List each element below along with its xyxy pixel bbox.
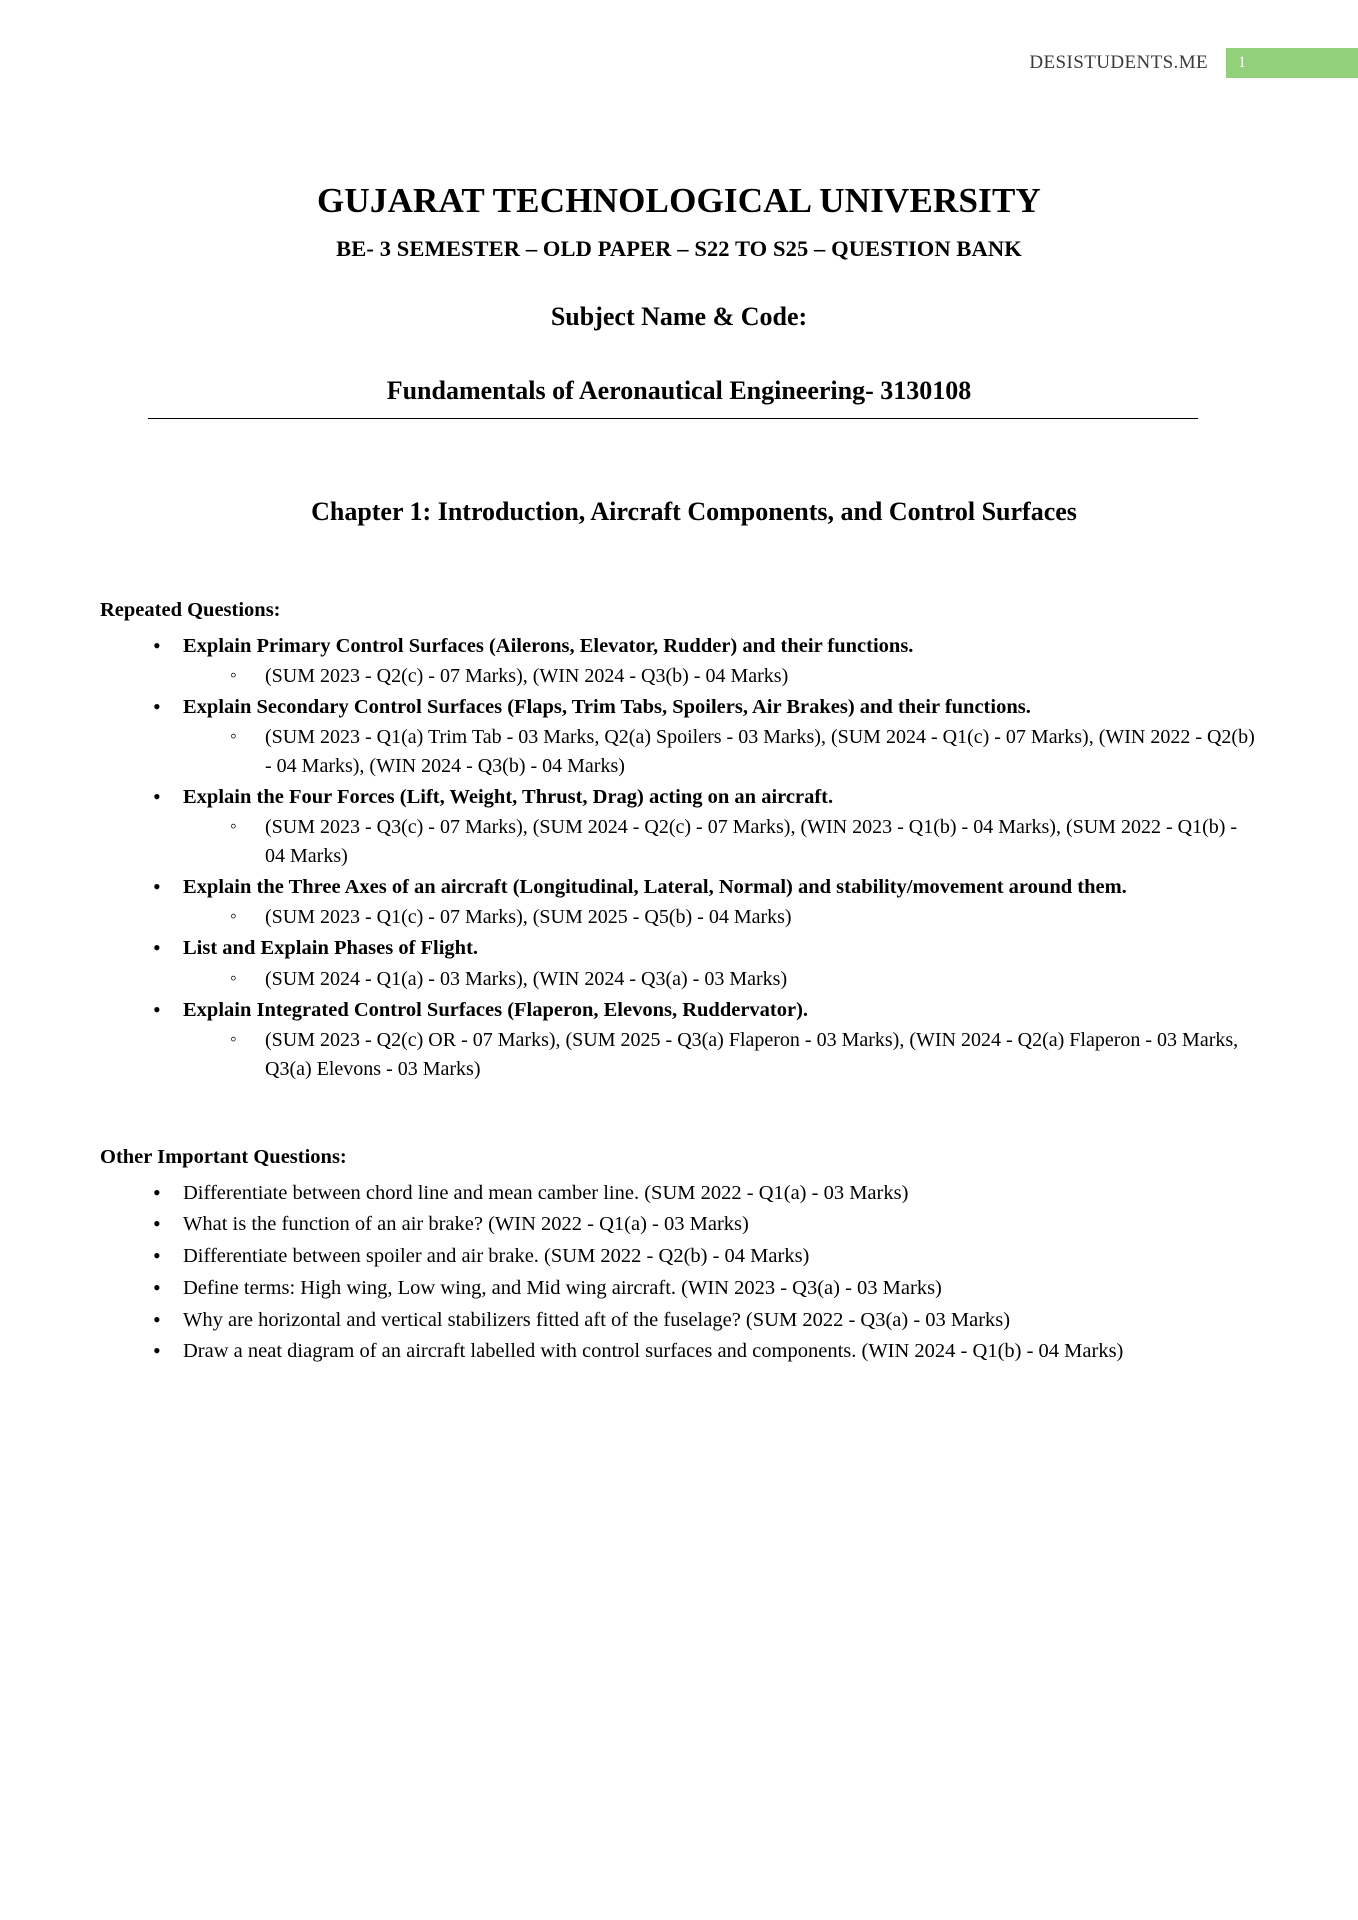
reference-text: ◦ (SUM 2023 - Q2(c) - 07 Marks), (WIN 2024 - Q3(b) - 04 Marks) [265,665,789,688]
question-text: • Why are horizontal and vertical stabilizers fitted aft of the fuselage? (SUM 2022 - Q3(a) - 03 Marks) [183,1308,1011,1331]
paper-subtitle: BE- 3 SEMESTER – OLD PAPER – S22 TO S25 – QUESTION BANK [336,236,1022,261]
subject-name: Fundamentals of Aeronautical Engineering- 3130108 [386,376,972,405]
list-item [100,1306,1258,1336]
list-item [100,873,1258,932]
list-item [100,1179,1258,1209]
reference-list [183,903,1258,932]
list-item [100,783,1258,871]
subject-label: Subject Name & Code: [550,302,808,331]
repeated-questions-label: Repeated Questions: [100,599,281,621]
question-text: • Differentiate between chord line and mean camber line. (SUM 2022 - Q1(a) - 03 Marks) [183,1181,909,1204]
list-item [100,934,1258,993]
page-number-badge: 1 [1226,48,1358,78]
list-item [100,1242,1258,1272]
question-text: • Differentiate between spoiler and air brake. (SUM 2022 - Q2(b) - 04 Marks) [183,1245,810,1268]
chapter-heading: Chapter 1: Introduction, Aircraft Components, and Control Surfaces [311,497,1077,526]
list-item [100,693,1258,781]
reference-list [183,813,1258,871]
question-text: • Draw a neat diagram of an aircraft labelled with control surfaces and components. (WIN 2024 - Q1(b) - 04 Marks) [183,1340,1124,1363]
reference-text: ◦ (SUM 2023 - Q1(a) Trim Tab - 03 Marks, Q2(a) Spoilers - 03 Marks), (SUM 2024 - Q1(c) - 07 Marks), (WIN 2022 - Q2(b) - 04 Marks), (WIN 2024 - Q3(b) - 04 Marks) [265,726,1255,778]
reference-list [183,965,1258,994]
repeated-questions-list [100,632,1258,1084]
question-text: • Explain the Four Forces (Lift, Weight, Thrust, Drag) acting on an aircraft. [183,786,834,809]
list-item [100,632,1258,691]
list-item [100,996,1258,1084]
list-item [183,662,1258,691]
reference-list [183,1026,1258,1084]
list-item [183,813,1258,871]
list-item [100,1337,1258,1367]
question-text: • Explain Primary Control Surfaces (Ailerons, Elevator, Rudder) and their functions. [183,635,914,657]
other-questions-label: Other Important Questions: [100,1145,347,1168]
list-item [183,903,1258,932]
question-text: • Define terms: High wing, Low wing, and Mid wing aircraft. (WIN 2023 - Q3(a) - 03 Marks) [183,1276,942,1299]
list-item [100,1274,1258,1304]
question-text: • What is the function of an air brake? (WIN 2022 - Q1(a) - 03 Marks) [183,1213,749,1236]
reference-text: ◦ (SUM 2024 - Q1(a) - 03 Marks), (WIN 2024 - Q3(a) - 03 Marks) [265,967,788,990]
question-text: • Explain Integrated Control Surfaces (Flaperon, Elevons, Ruddervator). [183,998,809,1021]
other-questions-list [100,1179,1258,1367]
list-item [183,723,1258,781]
reference-list [183,662,1258,691]
university-title: GUJARAT TECHNOLOGICAL UNIVERSITY [316,181,1042,220]
list-item [183,965,1258,994]
reference-text: ◦ (SUM 2023 - Q2(c) OR - 07 Marks), (SUM 2025 - Q3(a) Flaperon - 03 Marks), (WIN 2024 - Q2(a) Flaperon - 03 Marks, Q3(a) Elevons - 03 Marks) [265,1028,1239,1080]
question-text: • List and Explain Phases of Flight. [183,937,479,960]
page-header [1029,48,1358,78]
title-divider [148,418,1198,419]
question-text: • Explain the Three Axes of an aircraft (Longitudinal, Lateral, Normal) and stability/movement around them. [183,876,1127,899]
list-item [183,1026,1258,1084]
reference-list [183,723,1258,781]
list-item [100,1210,1258,1240]
title-block [100,180,1258,419]
site-watermark: DESISTUDENTS.ME [1029,52,1208,73]
question-text: • Explain Secondary Control Surfaces (Flaps, Trim Tabs, Spoilers, Air Brakes) and their functions. [183,696,1031,719]
reference-text: ◦ (SUM 2023 - Q1(c) - 07 Marks), (SUM 2025 - Q5(b) - 04 Marks) [265,906,792,929]
reference-text: ◦ (SUM 2023 - Q3(c) - 07 Marks), (SUM 2024 - Q2(c) - 07 Marks), (WIN 2023 - Q1(b) - 04 Marks), (SUM 2022 - Q1(b) - 04 Marks) [265,816,1238,868]
